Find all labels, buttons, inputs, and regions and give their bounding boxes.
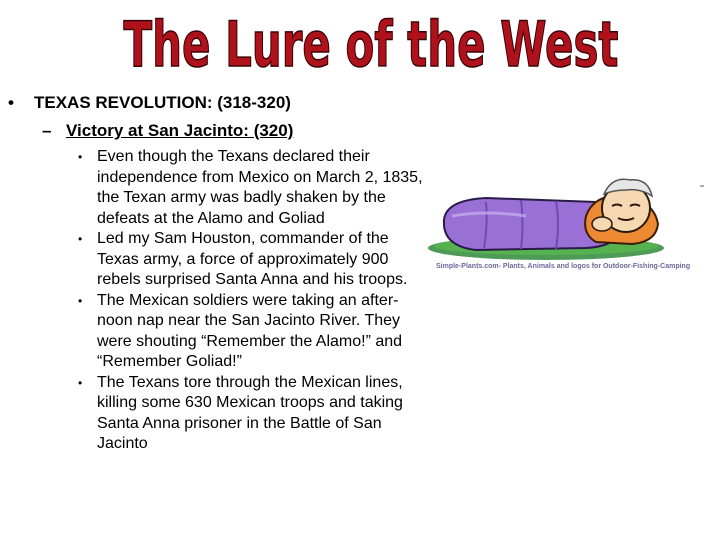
- bullet-dot: •: [78, 293, 83, 308]
- subtopic-heading-text: Victory at San Jacinto: (320): [66, 121, 294, 140]
- subtopic-heading: [42, 121, 293, 141]
- topic-heading-text: TEXAS REVOLUTION: (318-320): [34, 93, 291, 112]
- list-item: [78, 291, 423, 373]
- list-item-text: Even though the Texans declared their independence from Mexico on March 2, 1835, the Texan army was badly shaken by the defeats at the Alamo and Goliad: [97, 148, 423, 227]
- bullet-dot: •: [78, 375, 83, 390]
- subtopic-dash: –: [42, 121, 52, 140]
- slide-title-text: The Lure of the West: [123, 8, 619, 81]
- bullet-dot: •: [78, 150, 83, 164]
- list-item-text: The Texans tore through the Mexican lines, killing some 630 Mexican troops and taking Santa Anna prisoner in the Battle of San Jacinto: [97, 373, 403, 452]
- slide-title: [0, 2, 720, 82]
- topic-bullet: •: [8, 93, 14, 112]
- list-item-text: Led my Sam Houston, commander of the Texas army, a force of approximately 900 rebels surprised Santa Anna and his troops.: [97, 230, 408, 288]
- list-item: [78, 147, 423, 229]
- bullet-dot: •: [78, 232, 83, 246]
- list-item: [78, 229, 423, 291]
- sleeping-bag-illustration: [426, 172, 710, 276]
- topic-heading: [8, 93, 291, 113]
- bullet-list: [78, 147, 423, 455]
- image-caption: Simple-Plants.com- Plants, Animals and logos for Outdoor-Fishing-Camping: [436, 263, 691, 270]
- list-item-text: The Mexican soldiers were taking an after-noon nap near the San Jacinto River. They were shouting “Remember the Alamo!” and “Remember Goliad!”: [97, 291, 403, 370]
- list-item: [78, 373, 423, 455]
